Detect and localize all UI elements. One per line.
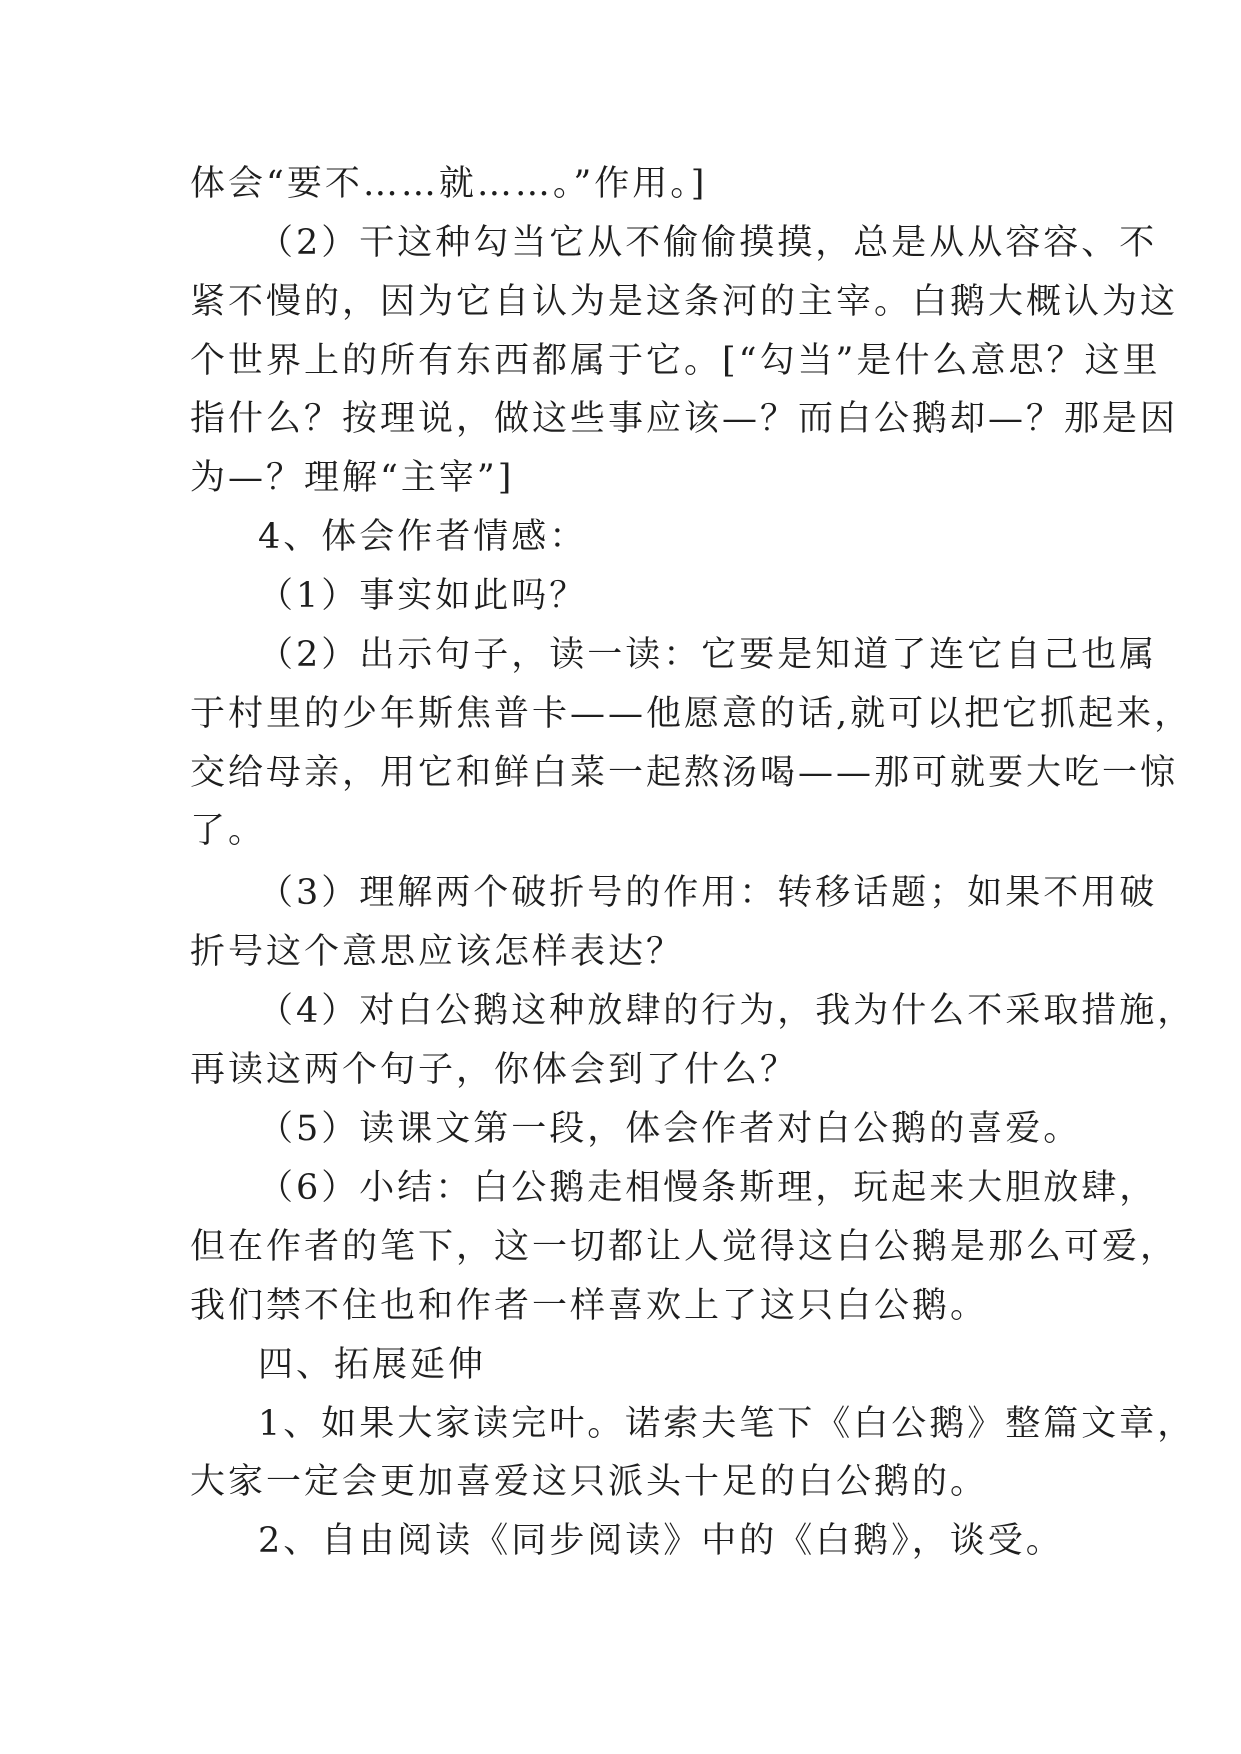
text-line: （3）理解两个破折号的作用：转移话题；如果不用破	[258, 873, 1158, 913]
text-line: 交给母亲，用它和鲜白菜一起熬汤喝——那可就要大吃一惊	[190, 753, 1179, 793]
text-line: 我们禁不住也和作者一样喜欢上了这只白公鹅。	[190, 1286, 989, 1326]
text-line: 个世界上的所有东西都属于它。[“勾当”是什么意思？这里	[190, 341, 1161, 381]
text-line: 折号这个意思应该怎样表达？	[190, 932, 685, 972]
text-line: （5）读课文第一段，体会作者对白公鹅的喜爱。	[258, 1109, 1082, 1149]
text-line: （2）出示句子，读一读：它要是知道了连它自己也属	[258, 635, 1158, 675]
text-line: 了。	[190, 811, 267, 851]
section-heading: 四、拓展延伸	[258, 1345, 487, 1385]
text-line: 1、如果大家读完叶。诺索夫笔下《白公鹅》整篇文章，	[258, 1404, 1196, 1444]
text-line: （4）对白公鹅这种放肆的行为，我为什么不采取措施，	[258, 991, 1196, 1031]
text-line: 2、自由阅读《同步阅读》中的《白鹅》，谈受。	[258, 1521, 1064, 1561]
text-line: 但在作者的笔下，这一切都让人觉得这白公鹅是那么可爱，	[190, 1227, 1179, 1267]
text-line: （2）干这种勾当它从不偷偷摸摸，总是从从容容、不	[258, 223, 1158, 263]
text-line: （6）小结：白公鹅走相慢条斯理，玩起来大胆放肆，	[258, 1168, 1158, 1208]
text-line: （1）事实如此吗？	[258, 576, 588, 616]
text-line: 于村里的少年斯焦普卡——他愿意的话,就可以把它抓起来，	[190, 694, 1193, 734]
section-heading: 4、体会作者情感：	[258, 517, 588, 557]
text-line: 紧不慢的，因为它自认为是这条河的主宰。白鹅大概认为这	[190, 282, 1179, 322]
text-line: 为—？理解“主宰”]	[190, 458, 515, 498]
text-line: 体会“要不……就……。”作用。]	[190, 164, 708, 204]
text-line: 指什么？按理说，做这些事应该—？而白公鹅却—？那是因	[190, 399, 1179, 439]
text-line: 大家一定会更加喜爱这只派头十足的白公鹅的。	[190, 1462, 989, 1502]
text-line: 再读这两个句子，你体会到了什么？	[190, 1050, 799, 1090]
